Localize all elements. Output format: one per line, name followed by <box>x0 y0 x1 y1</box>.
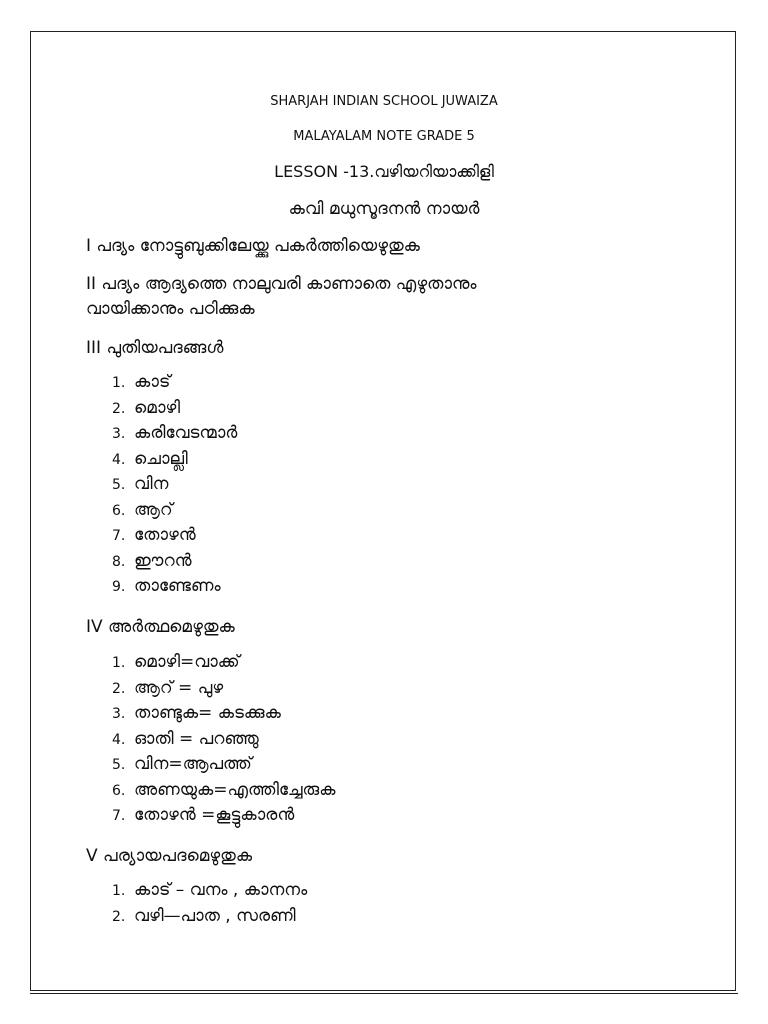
item-text: മൊഴി <box>134 397 181 418</box>
list-item <box>112 676 335 702</box>
list-item <box>112 472 237 498</box>
item-text: തോഴൻ =കൂട്ടുകാരൻ <box>134 805 295 825</box>
lesson-title: LESSON -13.വഴിയറിയാക്കിളി <box>274 162 494 181</box>
item-text: മൊഴി=വാക്ക് <box>134 652 240 672</box>
item-number: 2. <box>112 908 126 925</box>
item-number: 1. <box>112 375 126 391</box>
item-text: തോഴൻ <box>134 525 196 545</box>
list-item <box>112 701 335 727</box>
item-text: താണ്ടുക= കടക്കുക <box>134 703 281 723</box>
item-number: 4. <box>112 731 126 748</box>
poet-name: കവി മധുസൂദനൻ നായർ <box>288 199 480 219</box>
section-3-heading: III പുതിയപദങ്ങൾ <box>86 338 224 358</box>
item-number: 8. <box>112 553 126 570</box>
meanings-list <box>112 650 335 829</box>
section-4-heading: IV അർത്ഥമെഴുതുക <box>86 617 235 637</box>
list-item <box>112 904 307 930</box>
item-text: വിന <box>134 474 169 494</box>
list-item <box>112 370 237 396</box>
item-text: കാട് <box>134 372 171 392</box>
section-2-line-1: II പദ്യം ആദ്യത്തെ നാലുവരി കാണാതെ എഴുതാനും <box>86 274 477 294</box>
item-text: ആറ് = പുഴ <box>134 677 224 698</box>
item-number: 3. <box>112 426 126 442</box>
item-text: ചൊല്ലി <box>134 448 188 469</box>
item-text: അണയുക=എത്തിച്ചേരുക <box>134 779 336 800</box>
list-item <box>112 523 237 549</box>
item-number: 7. <box>112 808 126 824</box>
list-item <box>112 421 237 447</box>
item-text: ആറ് <box>134 499 173 520</box>
list-item <box>112 878 307 904</box>
item-number: 3. <box>112 706 126 722</box>
item-number: 6. <box>112 782 126 799</box>
item-text: വിന=ആപത്ത് <box>134 754 252 774</box>
list-item <box>112 752 335 778</box>
item-text: കാട് – വനം , കാനനം <box>134 880 308 900</box>
section-5-heading: V പര്യായപദമെഴുതുക <box>86 846 253 866</box>
list-item <box>112 549 237 575</box>
list-item <box>112 574 237 600</box>
list-item <box>112 727 335 753</box>
item-number: 2. <box>112 400 126 417</box>
list-item <box>112 803 335 829</box>
section-2-line-2: വായിക്കാനും പഠിക്കുക <box>86 299 255 319</box>
item-number: 1. <box>112 655 126 671</box>
school-name: SHARJAH INDIAN SCHOOL JUWAIZA <box>270 94 498 109</box>
item-text: വഴി—പാത , സരണി <box>134 905 296 926</box>
item-text: ഓതി = പറഞ്ഞു <box>134 728 259 749</box>
list-item <box>112 498 237 524</box>
list-item <box>112 447 237 473</box>
item-text: താണ്ടേണം <box>134 576 221 596</box>
item-number: 5. <box>112 757 126 773</box>
synonyms-list <box>112 878 307 929</box>
note-title: MALAYALAM NOTE GRADE 5 <box>293 129 475 144</box>
list-item <box>112 778 335 804</box>
item-text: ഈറൻ <box>134 550 192 571</box>
item-number: 4. <box>112 451 126 468</box>
list-item <box>112 396 237 422</box>
item-number: 6. <box>112 502 126 519</box>
item-number: 5. <box>112 477 126 493</box>
item-text: കരിവേടന്മാർ <box>134 423 238 443</box>
new-words-list <box>112 370 237 600</box>
section-1-heading: I പദ്യം നോട്ടുബുക്കിലേയ്ക്കു പകർത്തിയെഴുതുക <box>86 236 420 256</box>
item-number: 7. <box>112 528 126 544</box>
item-number: 2. <box>112 680 126 697</box>
list-item <box>112 650 335 676</box>
item-number: 9. <box>112 579 126 595</box>
item-number: 1. <box>112 883 126 899</box>
